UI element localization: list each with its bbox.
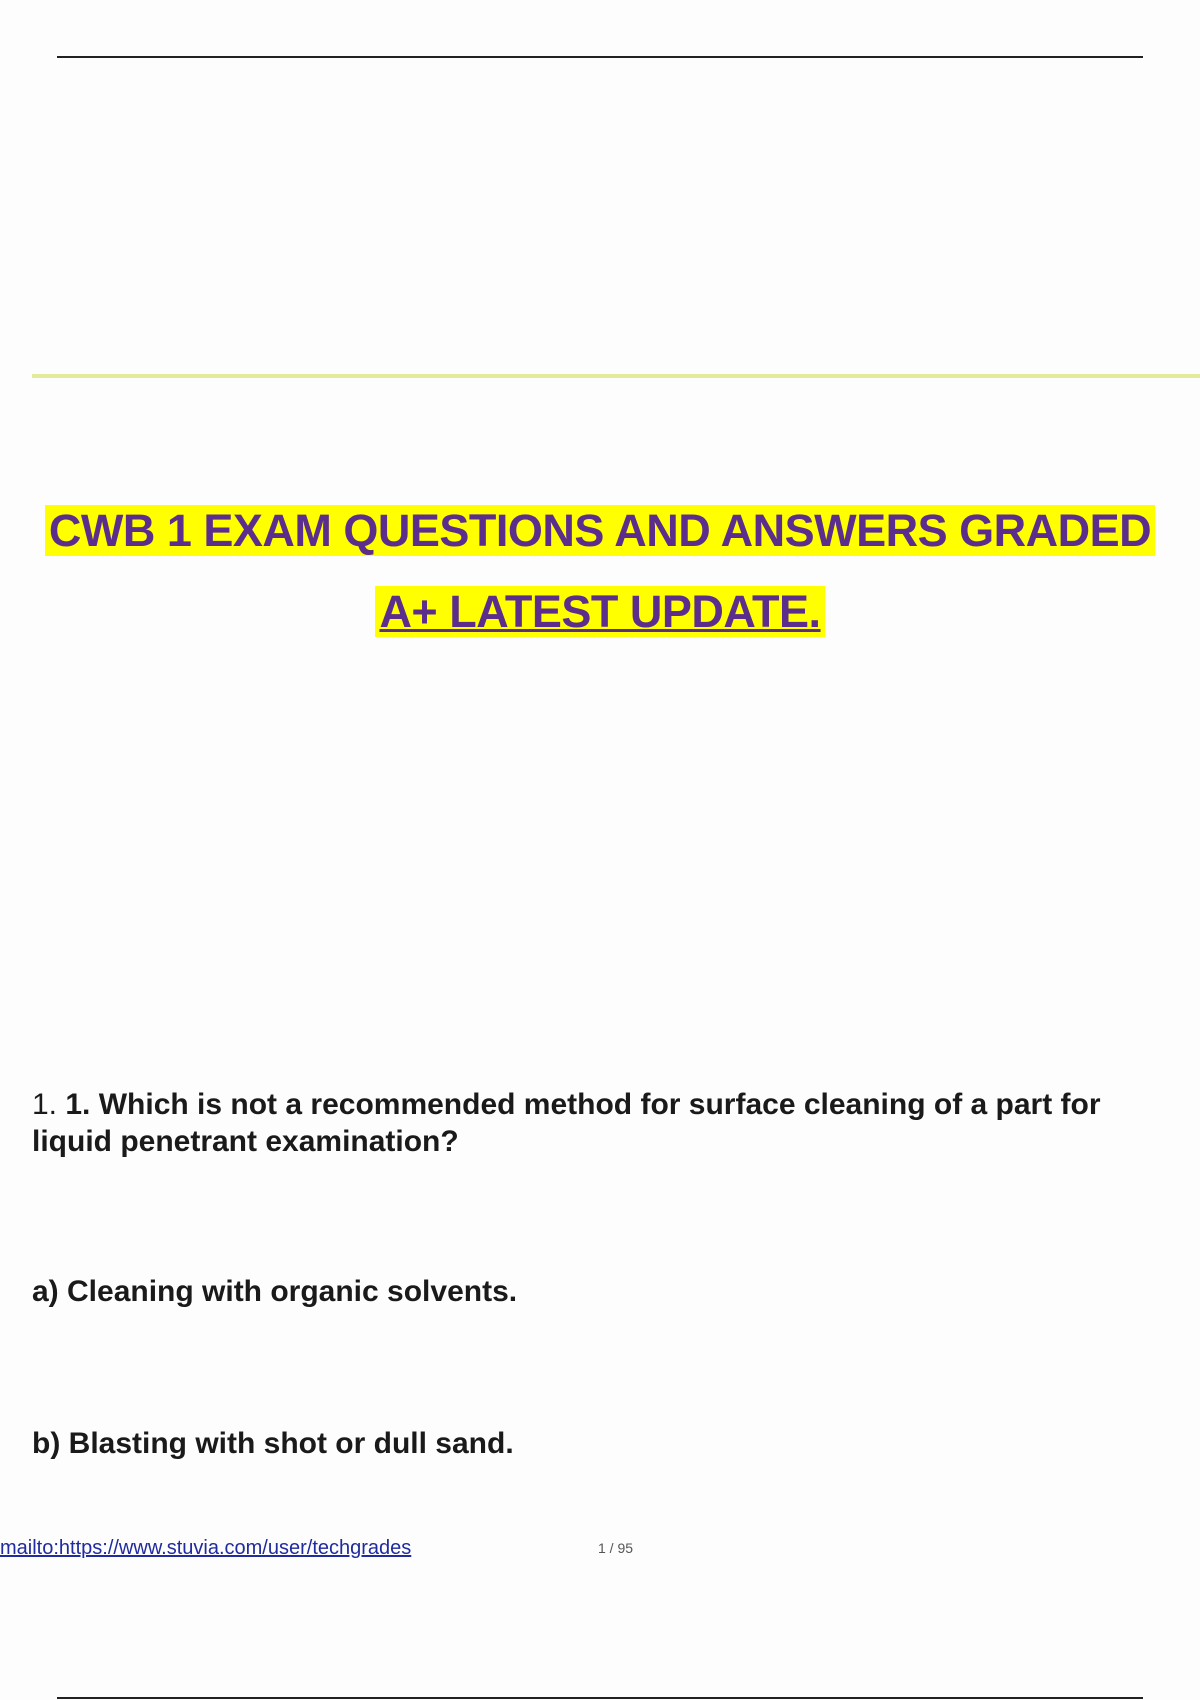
document-title xyxy=(30,496,1170,658)
page-indicator: 1 / 95 xyxy=(598,1540,634,1556)
accent-divider xyxy=(32,374,1200,378)
footer-link[interactable]: mailto:https://www.stuvia.com/user/techgrades xyxy=(0,1537,412,1559)
question-number: 1. xyxy=(32,1088,58,1121)
answer-option-a: a) Cleaning with organic solvents. xyxy=(32,1275,518,1308)
answer-option-b: b) Blasting with shot or dull sand. xyxy=(32,1427,514,1460)
question-1 xyxy=(32,1086,1182,1160)
footer-rule xyxy=(57,1697,1143,1699)
title-line-2: A+ LATEST UPDATE. xyxy=(375,586,824,637)
header-rule xyxy=(57,56,1143,58)
question-text: 1. Which is not a recommended method for surface cleaning of a part for liquid penetrant examination? xyxy=(32,1088,1101,1158)
title-line-1: CWB 1 EXAM QUESTIONS AND ANSWERS GRADED xyxy=(45,505,1155,556)
